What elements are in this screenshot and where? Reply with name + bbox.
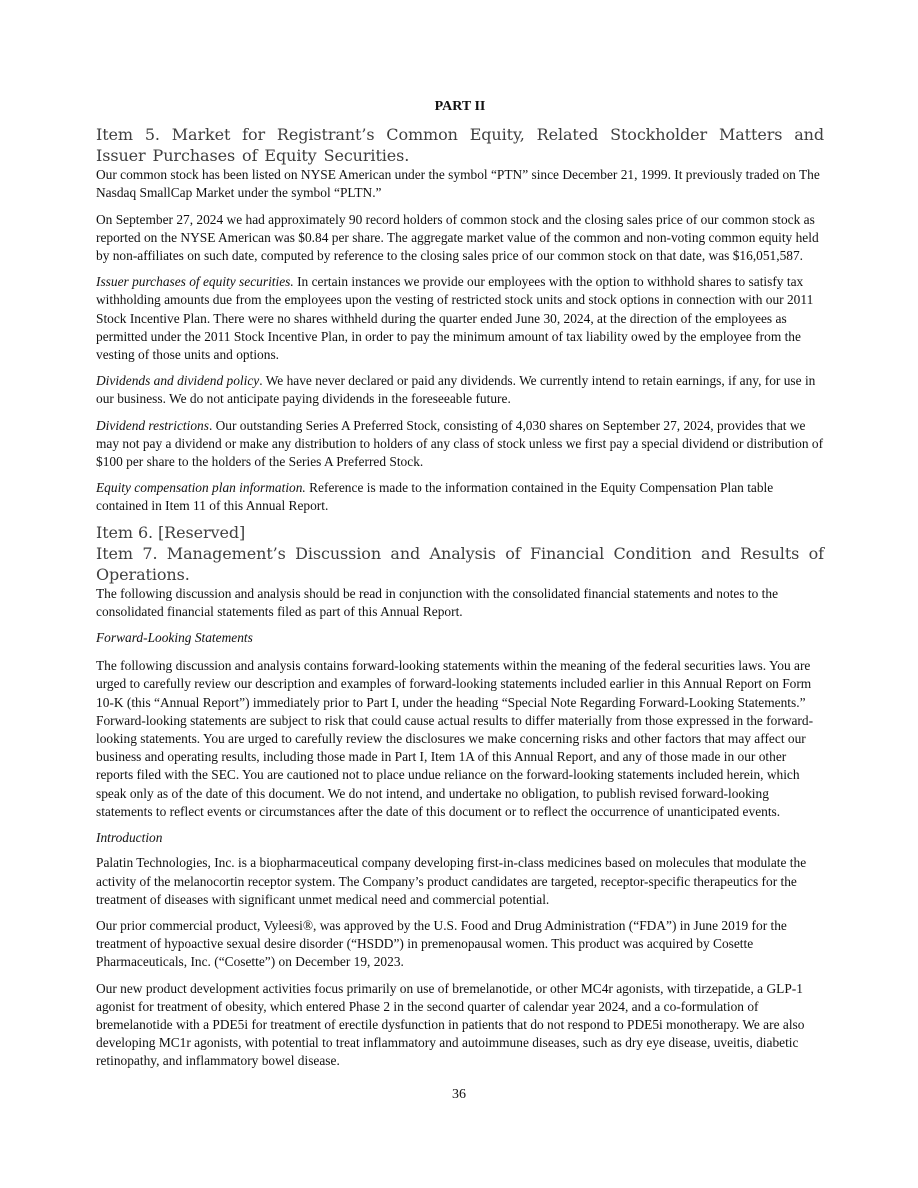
dividend-restrictions-lead: Dividend restrictions bbox=[96, 417, 209, 433]
dividend-policy-lead: Dividends and dividend policy bbox=[96, 373, 260, 389]
forward-looking-subheading: Forward-Looking Statements bbox=[96, 630, 253, 646]
document-page bbox=[96, 98, 824, 1079]
page-number: 36 bbox=[452, 1087, 466, 1102]
stock-listing-paragraph: Our common stock has been listed on NYSE American under the symbol “PTN” since December 21, 1999. It previously traded on The Nasdaq SmallCap Market under the symbol “PLTN.” bbox=[96, 167, 820, 201]
part-title: PART II bbox=[434, 99, 486, 114]
company-overview-paragraph: Palatin Technologies, Inc. is a biopharmaceutical company developing first-in-class medicines based on molecules that modulate the activity of the melanocortin receptor system. The Company’s product candidates are targeted, receptor-specific therapeutics for the treatment of diseases with significant unmet medical need and commercial potential. bbox=[96, 855, 807, 907]
equity-compensation-text: Reference is made to the information contained in the Equity Compensation Plan table contained in Item 11 of this Annual Report. bbox=[96, 480, 774, 514]
item-5-heading: Item 5. Market for Registrant’s Common Equity, Related Stockholder Matters and Issuer Purchases of Equity Securities. bbox=[96, 125, 824, 166]
mdna-intro-paragraph: The following discussion and analysis should be read in conjunction with the consolidated financial statements and notes to the consolidated financial statements filed as part of this Annual Report. bbox=[96, 585, 779, 619]
issuer-purchases-text: In certain instances we provide our employees with the option to withhold shares to satisfy tax withholding amounts due from the employees upon the vesting of restricted stock units and stock options in connection with our 2011 Stock Incentive Plan. There were no shares withheld during the quarter ended June 30, 2024, at the direction of the employees as permitted under the 2011 Stock Incentive Plan, in order to pay the minimum amount of tax liability owed by the employee from the vesting of those units and options. bbox=[96, 274, 814, 363]
dividend-policy-paragraph bbox=[96, 372, 824, 408]
dividend-restrictions-text: . Our outstanding Series A Preferred Stock, consisting of 4,030 shares on September 27, 2024, provides that we may not pay a dividend or make any distribution to holders of any class of stock unless we first pay a special dividend or distribution of $100 per share to the holders of the Series A Preferred Stock. bbox=[96, 417, 824, 470]
issuer-purchases-paragraph bbox=[96, 273, 824, 364]
product-development-paragraph: Our new product development activities focus primarily on use of bremelanotide, or other MC4r agonists, with tirzepatide, a GLP-1 agonist for treatment of obesity, which entered Phase 2 in the second quarter of calendar year 2024, and a co-formulation of bremelanotide with a PDE5i for treatment of erectile dysfunction in patients that do not respond to PDE5i monotherapy. We are also developing MC1r agonists, with potential to treat inflammatory and autoimmune diseases, such as dry eye disease, uveitis, diabetic retinopathy, and inflammatory bowel disease. bbox=[96, 980, 805, 1069]
dividend-restrictions-paragraph bbox=[96, 417, 824, 472]
record-holders-paragraph: On September 27, 2024 we had approximately 90 record holders of common stock and the closing sales price of our common stock as reported on the NYSE American was $0.84 per share. The aggregate market value of the common and non-voting common equity held by non-affiliates on such date, computed by reference to the closing sales price of our common stock on that date, was $16,051,587. bbox=[96, 211, 819, 264]
equity-compensation-lead: Equity compensation plan information. bbox=[96, 480, 306, 496]
vyleesi-paragraph: Our prior commercial product, Vyleesi®, was approved by the U.S. Food and Drug Administration (“FDA”) in June 2019 for the treatment of hypoactive sexual desire disorder (“HSDD”) in premenopausal women. This product was acquired by Cosette Pharmaceuticals, Inc. (“Cosette”) on December 19, 2023. bbox=[96, 917, 787, 970]
item-6-heading: Item 6. [Reserved] bbox=[96, 522, 246, 542]
introduction-subheading: Introduction bbox=[96, 830, 163, 846]
dividend-policy-text: . We have never declared or paid any dividends. We currently intend to retain earnings, if any, for use in our business. We do not anticipate paying dividends in the foreseeable future. bbox=[96, 373, 816, 407]
equity-compensation-paragraph bbox=[96, 479, 824, 515]
forward-looking-paragraph: The following discussion and analysis contains forward-looking statements within the meaning of the federal securities laws. You are urged to carefully review our description and examples of forward-looking statements included earlier in this Annual Report on Form 10-K (this “Annual Report”) immediately prior to Part I, under the heading “Special Note Regarding Forward-Looking Statements.” Forward-looking statements are subject to risk that could cause actual results to differ materially from those expressed in the forward-looking statements. You are urged to carefully review the disclosures we make concerning risks and other factors that may affect our business and operating results, including those made in Part I, Item 1A of this Annual Report, and any of those made in our other reports filed with the SEC. You are cautioned not to place undue reliance on the forward-looking statements included herein, which speak only as of the date of this document. We do not intend, and undertake no obligation, to publish revised forward-looking statements to reflect events or circumstances after the date of this document or to reflect the occurrence of unanticipated events. bbox=[96, 658, 814, 819]
issuer-purchases-lead: Issuer purchases of equity securities. bbox=[96, 274, 294, 290]
item-7-heading: Item 7. Management’s Discussion and Analysis of Financial Condition and Results of Operations. bbox=[96, 543, 824, 584]
